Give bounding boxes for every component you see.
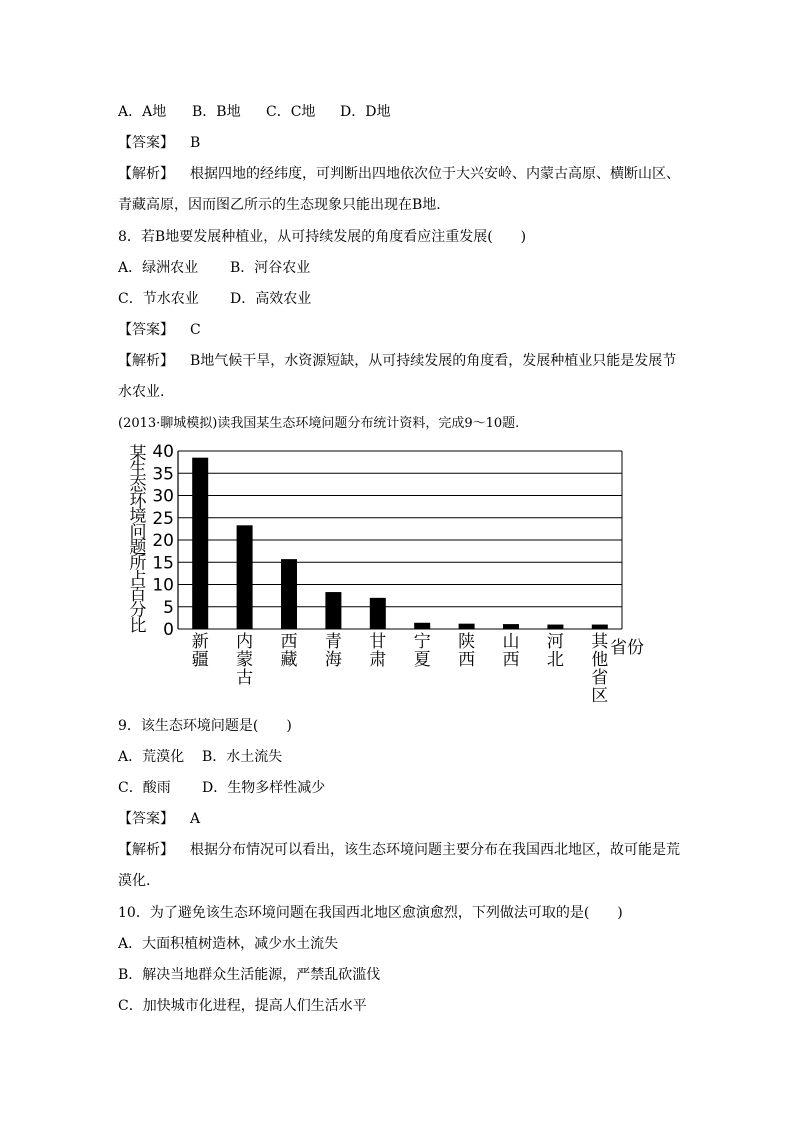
chart-category-char: 西 (458, 650, 476, 670)
q8-option-b: B．河谷农业 (230, 260, 311, 276)
chart-categories (192, 631, 610, 706)
chart-category-char: 河 (546, 632, 564, 652)
chart-category-label (281, 632, 298, 670)
q9-option-c: C．酸雨 (118, 780, 171, 796)
chart-category-label (458, 631, 475, 670)
chart-category-char: 蒙 (236, 650, 254, 670)
chart-category-label (192, 632, 209, 670)
chart-ytick-label: 20 (152, 531, 174, 551)
chart-category-char: 内 (236, 632, 254, 652)
q8-answer-value: C (190, 322, 201, 338)
q9-analysis-text-1: 根据分布情况可以看出，该生态环境问题主要分布在我国西北地区，故可能是荒 (190, 842, 680, 858)
q7-option-a: A．A地 (118, 104, 167, 120)
q8-options-row-2 (118, 289, 311, 309)
q9-option-b: B．水土流失 (202, 749, 283, 765)
chart-ylabel-char: 环 (129, 491, 147, 511)
q7-option-d: D．D地 (340, 104, 391, 120)
q8-answer (118, 320, 201, 340)
answer-tag: 【答案】 (118, 135, 174, 151)
q9-options-row-2 (118, 778, 325, 798)
q7-analysis-line-1 (118, 164, 680, 184)
chart-ylabel-char: 分 (129, 600, 147, 621)
q9-option-a: A．荒漠化 (118, 749, 185, 765)
q8-analysis-text-1: B地气候干旱，水资源短缺，从可持续发展的角度看，发展种植业只能是发展节 (190, 353, 677, 369)
chart-bar (459, 624, 475, 629)
chart-ylabel-char: 所 (129, 553, 147, 574)
q8-analysis-line-2: 水农业. (118, 384, 165, 400)
chart-ytick-label: 30 (152, 486, 174, 507)
chart-bar (592, 625, 608, 629)
bar-chart (120, 442, 670, 712)
chart-category-char: 西 (280, 632, 298, 652)
chart-category-char: 北 (546, 650, 564, 670)
q10-option-a: A．大面积植树造林，减少水土流失 (118, 936, 339, 952)
chart-ylabel-char: 问 (129, 522, 147, 543)
chart-category-char: 海 (324, 650, 342, 670)
chart-bars (192, 458, 608, 629)
chart-category-label (503, 632, 520, 670)
q10-option-c: C．加快城市化进程，提高人们生活水平 (118, 998, 367, 1014)
chart-category-char: 宁 (413, 632, 431, 652)
chart-bar (237, 525, 253, 629)
chart-category-char: 区 (591, 686, 609, 706)
analysis-tag: 【解析】 (118, 166, 174, 182)
chart-yticks (152, 442, 174, 640)
chart-ylabel-char: 某 (129, 444, 147, 464)
chart-category-label (591, 631, 609, 706)
chart-category-label (236, 632, 253, 688)
q8-analysis-line-1 (118, 351, 676, 371)
chart-category-char: 夏 (413, 650, 431, 670)
question-intro: (2013·聊城模拟)读我国某生态环境问题分布统计资料，完成9～10题. (118, 416, 520, 431)
chart-category-char: 藏 (280, 650, 298, 670)
q7-answer-value: B (190, 135, 201, 151)
chart-bar (547, 625, 563, 629)
chart-ylabel-char: 比 (129, 616, 147, 637)
q8-option-c: C．节水农业 (118, 291, 199, 307)
chart-bar (281, 559, 297, 629)
chart-ylabel-char: 题 (129, 538, 147, 558)
chart-category-char: 省 (591, 668, 609, 688)
chart-bar (414, 623, 430, 629)
answer-tag: 【答案】 (118, 322, 174, 338)
chart-ytick-label: 0 (163, 620, 174, 640)
q8-stem: 8．若B地要发展种植业，从可持续发展的角度看应注重发展( ) (118, 229, 527, 245)
q8-options-row-1 (118, 258, 310, 278)
chart-category-label (325, 632, 342, 670)
chart-ytick-label: 35 (152, 464, 174, 485)
chart-category-char: 肃 (369, 650, 387, 670)
chart-ytick-label: 15 (152, 553, 174, 574)
chart-ytick-label: 40 (152, 442, 174, 462)
chart-category-char: 其 (591, 632, 609, 652)
q7-options (118, 102, 390, 122)
chart-category-label (547, 632, 564, 670)
q9-analysis-line-1 (118, 840, 680, 860)
chart-category-label (369, 632, 386, 670)
chart-ylabel-char: 占 (129, 569, 147, 590)
chart-ytick-label: 25 (152, 508, 174, 529)
chart-category-char: 青 (324, 632, 342, 652)
analysis-tag: 【解析】 (118, 353, 174, 369)
chart-bar (192, 458, 208, 629)
chart-ylabel-char: 生 (129, 459, 147, 480)
chart-category-char: 甘 (369, 632, 387, 652)
chart-ylabel-char: 百 (129, 585, 147, 605)
q8-option-d: D．高效农业 (230, 291, 312, 307)
q7-option-c: C．C地 (266, 104, 316, 120)
chart-category-char: 他 (591, 650, 609, 670)
q9-options-row-1 (118, 747, 282, 767)
q9-analysis-line-2: 漠化. (118, 873, 151, 889)
q9-answer-value: A (190, 811, 201, 827)
chart-category-char: 新 (191, 632, 209, 652)
q8-option-a: A．绿洲农业 (118, 260, 199, 276)
chart-bar (503, 624, 519, 629)
chart-category-char: 西 (502, 650, 520, 670)
chart-category-char: 疆 (191, 650, 209, 670)
chart-category-char: 山 (502, 632, 520, 652)
analysis-tag: 【解析】 (118, 842, 174, 858)
q9-stem: 9．该生态环境问题是( ) (118, 718, 292, 734)
q10-option-b: B．解决当地群众生活能源，严禁乱砍滥伐 (118, 967, 381, 983)
chart-category-char: 古 (236, 668, 254, 688)
q7-analysis-line-2: 青藏高原，因而图乙所示的生态现象只能出现在B地. (118, 197, 441, 213)
chart-ytick-label: 10 (152, 575, 174, 596)
q9-option-d: D．生物多样性减少 (202, 780, 326, 796)
answer-tag: 【答案】 (118, 811, 174, 827)
chart-ylabel-char: 境 (129, 506, 147, 527)
q7-answer (118, 133, 200, 153)
q7-analysis-text-1: 根据四地的经纬度，可判断出四地依次位于大兴安岭、内蒙古高原、横断山区、 (190, 166, 680, 182)
chart-category-char: 陕 (458, 632, 476, 652)
chart-ylabel-char: 态 (129, 475, 147, 496)
q10-stem: 10．为了避免该生态环境问题在我国西北地区愈演愈烈，下列做法可取的是( ) (118, 905, 623, 921)
chart-bar (325, 592, 341, 629)
q9-answer (118, 809, 200, 829)
q7-option-b: B．B地 (192, 104, 241, 120)
chart-ytick-label: 5 (163, 597, 174, 618)
chart-ylabel (130, 444, 148, 636)
chart-bar (370, 598, 386, 629)
chart-category-label (414, 632, 431, 670)
chart-xlabel: 省份 (610, 638, 644, 658)
